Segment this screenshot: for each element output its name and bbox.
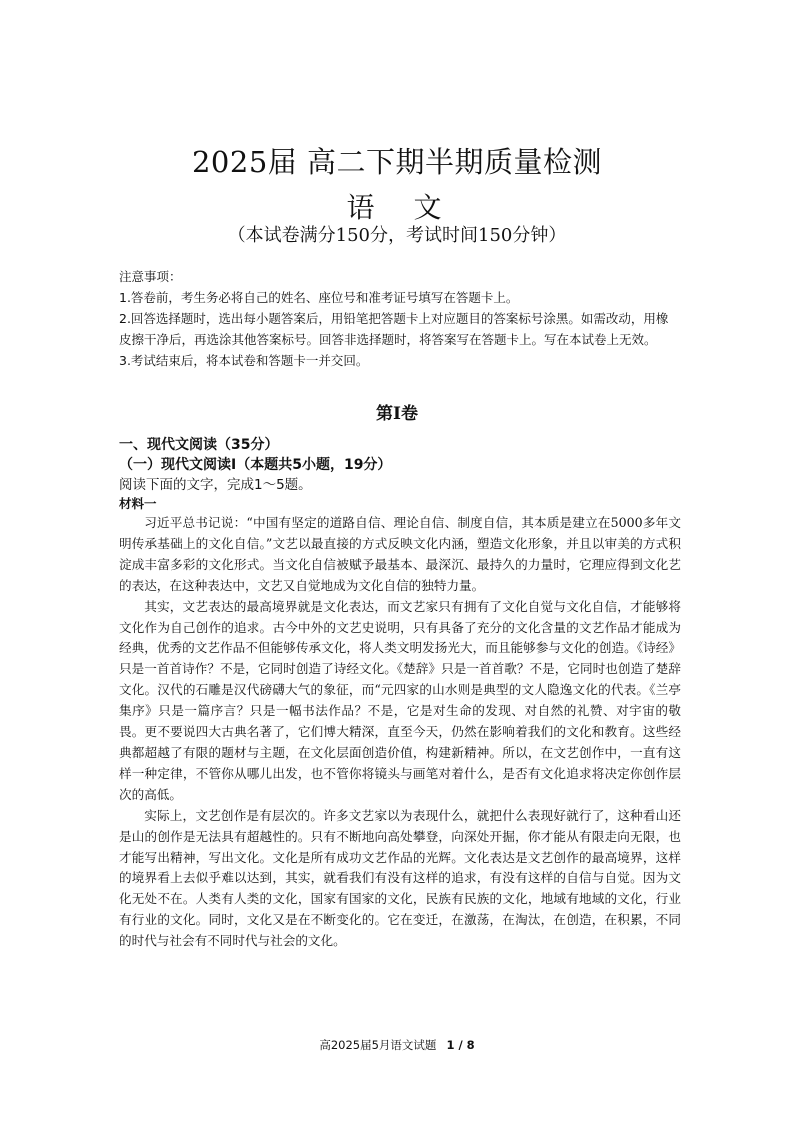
subject-title: 语 文 xyxy=(346,191,448,224)
reading-instruction: 阅读下面的文字，完成1～5题。 xyxy=(119,477,312,493)
passage-paragraph: 习近平总书记说：“中国有坚定的道路自信、理论自信、制度自信，其本质是建立在5000多年文明传承基础上的文化自信。”文艺以最直接的方式反映文化内涵，塑造文化形象，并且以审美的方式积淀成丰富多彩的文化形式。当文化自信被赋予最基本、最深沉、最持久的力量时，它理应得到文化艺的表达，在这种表达中，文艺又自觉地成为文化自信的独特力量。 xyxy=(119,515,681,593)
passage-paragraph: 实际上，文艺创作是有层次的。许多文艺家以为表现什么，就把什么表现好就行了，这种看山还是山的创作是无法具有超越性的。只有不断地向高处攀登，向深处开掘，你才能从有限走向无限，也才能写出精神，写出文化。文化是所有成功文艺作品的光辉。文化表达是文艺创作的最高境界，这样的境界看上去似乎难以达到，其实，就看我们有没有这样的追求，有没有这样的自信与自觉。因为文化无处不在。人类有人类的文化，国家有国家的文化，民族有民族的文化，地域有地域的文化，行业有行业的文化。同时，文化又是在不断变化的。它在变迁，在激荡，在淘汰，在创造，在积累，不同的时代与社会有不同时代与社会的文化。 xyxy=(119,807,681,949)
exam-subtitle: （本试卷满分150分，考试时间150分钟） xyxy=(227,225,567,246)
passage-paragraph: 其实，文艺表达的最高境界就是文化表达，而文艺家只有拥有了文化自觉与文化自信，才能够将文化作为自己创作的追求。古今中外的文艺史说明，只有具备了充分的文化含量的文艺作品才能成为经典，优秀的文艺作品不但能够传承文化，将人类文明发扬光大，而且能够参与文化的创造。《诗经》只是一首首诗作？不是，它同时创造了诗经文化。《楚辞》只是一首首歌？不是，它同时也创造了楚辞文化。汉代的石雕是汉代磅礴大气的象征，而“元四家的山水则是典型的文人隐逸文化的代表。《兰亭集序》只是一篇序言？只是一幅书法作品？不是，它是对生命的发现、对自然的礼赞、对宇宙的敬畏。更不要说四大古典名著了，它们博大精深，直至今天，仍然在影响着我们的文化和教育。这些经典都超越了有限的题材与主题，在文化层面创造价值，构建新精神。所以，在文艺创作中，一直有这样一种定律，不管你从哪儿出发，也不管你将镜头与画笔对着什么，是否有文化追求将决定你创作层次的高低。 xyxy=(119,598,681,802)
material-label: 材料一 xyxy=(119,496,157,511)
notice-item: 1.答卷前，考生务必将自己的姓名、座位号和准考证号填写在答题卡上。 xyxy=(119,290,519,305)
notice-item: 3.考试结束后，将本试卷和答题卡一并交回。 xyxy=(119,353,369,368)
notice-item: 2.回答选择题时，选出每小题答案后，用铅笔把答题卡上对应题目的答案标号涂黑。如需改动，用橡皮擦干净后，再选涂其他答案标号。回答非选择题时，将答案写在答题卡上。写在本试卷上无效。 xyxy=(119,311,669,347)
exam-title: 2025届 高二下期半期质量检测 xyxy=(191,145,603,179)
notice-heading: 注意事项： xyxy=(119,269,182,284)
notice-block xyxy=(119,266,679,371)
part-heading: 一、现代文阅读（35分） xyxy=(119,437,279,453)
page-number: 1 / 8 xyxy=(446,1038,475,1052)
reading-passage xyxy=(119,513,681,952)
sub-heading: （一）现代文阅读Ⅰ（本题共5小题，19分） xyxy=(119,457,392,473)
page-footer xyxy=(0,1037,794,1053)
footer-label: 高2025届5月语文试题 xyxy=(319,1038,437,1052)
section-title: 第Ⅰ卷 xyxy=(376,404,418,424)
